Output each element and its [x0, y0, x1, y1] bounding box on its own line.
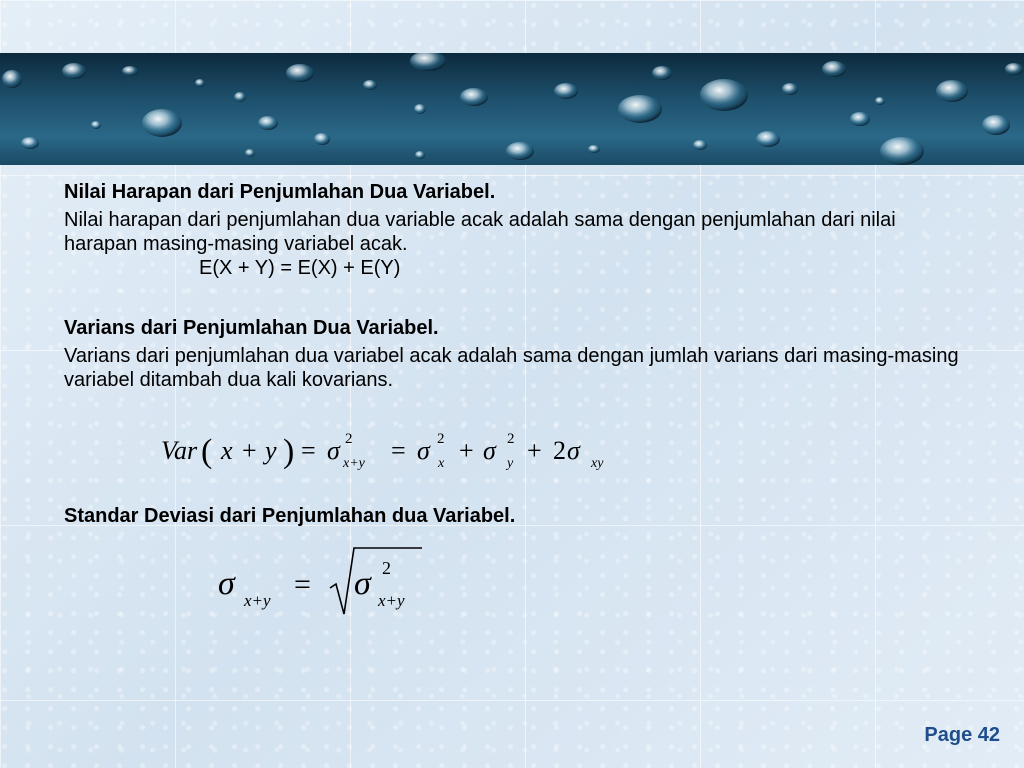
expected-value-description: Nilai harapan dari penjumlahan dua variable acak adalah sama dengan penjumlahan dari nilai harapan masing-masing variabel acak. [64, 209, 896, 255]
section-heading-std-deviation: Standar Deviasi dari Penjumlahan dua Variabel. [64, 505, 516, 527]
std-deviation-formula [210, 542, 450, 622]
square-superscript-x: 2 [437, 431, 445, 447]
subscript-x: x [438, 456, 445, 471]
close-paren: ) [283, 433, 295, 470]
section-heading-expected-value: Nilai Harapan dari Penjumlahan Dua Variabel. [64, 181, 496, 203]
square-root-sign-icon [330, 548, 422, 614]
square-superscript-y: 2 [507, 431, 515, 447]
var-x: x [221, 436, 233, 465]
sigma-x: σ [417, 436, 430, 465]
subscript-x-plus-y: x+y [343, 456, 365, 471]
square-superscript-rhs: 2 [382, 558, 391, 578]
page-number: Page 42 [924, 724, 1000, 746]
plus-sign: + [242, 436, 257, 465]
plus-sign-2: + [459, 436, 474, 465]
expected-value-formula: E(X + Y) = E(X) + E(Y) [199, 257, 401, 279]
square-superscript: 2 [345, 431, 353, 447]
section-heading-variance: Varians dari Penjumlahan Dua Variabel. [64, 317, 439, 339]
var-text: Var [161, 436, 198, 465]
subscript-rhs: x+y [378, 591, 405, 610]
subscript-xy: xy [591, 456, 604, 471]
water-droplets-banner [0, 53, 1024, 165]
open-paren: ( [201, 433, 213, 470]
var-y: y [265, 436, 277, 465]
subscript-y: y [507, 456, 514, 471]
coefficient-two: 2 [553, 436, 566, 465]
variance-description: Varians dari penjumlahan dua variabel acak adalah sama dengan jumlah varians dari masing-masing variabel ditambah dua kali kovarians. [64, 345, 959, 391]
sigma-covariance: σ [567, 436, 580, 465]
sigma-sum: σ [327, 436, 340, 465]
equals-sign-2: = [391, 436, 406, 465]
sigma-lhs: σ [218, 565, 235, 602]
variance-formula [155, 425, 635, 475]
slide-content [64, 180, 964, 392]
sigma-y: σ [483, 436, 496, 465]
water-droplets-icon [0, 53, 1024, 165]
subscript-lhs: x+y [244, 591, 271, 610]
sigma-rhs: σ [354, 565, 371, 602]
plus-sign-3: + [527, 436, 542, 465]
equals-sign: = [301, 436, 316, 465]
equals-sign-3: = [294, 568, 311, 601]
